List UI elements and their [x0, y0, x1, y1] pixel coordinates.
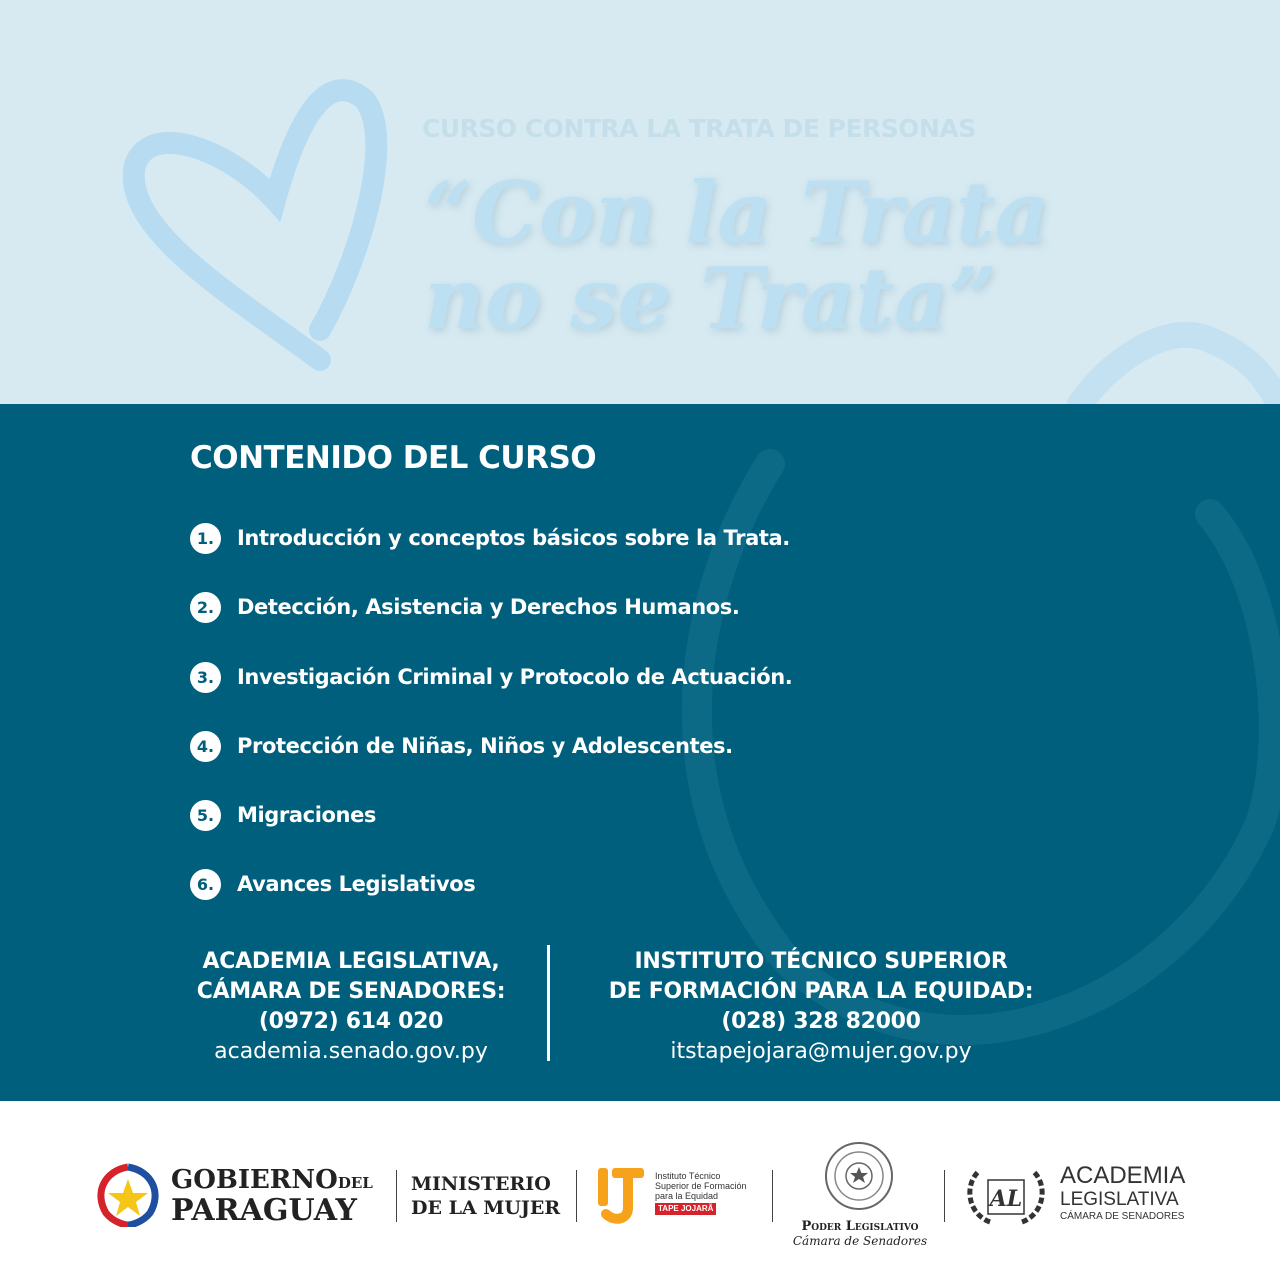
logo-text: Instituto Técnico [655, 1171, 721, 1181]
contact-line-2: CÁMARA DE SENADORES: [196, 979, 506, 1004]
logo-text: PARAGUAY [171, 1193, 357, 1228]
item-text: Avances Legislativos [237, 872, 476, 896]
academia-laurel-icon [960, 1166, 1052, 1228]
slogan [424, 163, 1050, 348]
contact-phone: (0972) 614 020 [258, 1009, 444, 1034]
ministerio-mujer-logo [411, 1172, 560, 1220]
item-text: Introducción y conceptos básicos sobre la Trata. [237, 526, 790, 550]
logo-text: Poder Legislativo [801, 1219, 919, 1234]
contact-line-1: INSTITUTO TÉCNICO SUPERIOR [634, 949, 1008, 974]
instituto-tj-icon [598, 1168, 644, 1224]
item-text: Protección de Niñas, Niños y Adolescentes. [237, 734, 733, 758]
logo-text: MINISTERIO [411, 1173, 551, 1195]
item-number: 6. [190, 869, 221, 900]
logo-text: Superior de Formación [655, 1181, 747, 1191]
instituto-logo-text [655, 1171, 747, 1215]
logo-tag: TAPE JOJARÃ [655, 1203, 716, 1215]
gobierno-emblem-icon [92, 1163, 164, 1227]
contact-line-2: DE FORMACIÓN PARA LA EQUIDAD: [608, 979, 1034, 1004]
contact-line-1: ACADEMIA LEGISLATIVA, [202, 949, 500, 974]
item-text: Investigación Criminal y Protocolo de Actuación. [237, 665, 793, 689]
list-item [190, 798, 376, 832]
contact-academia [170, 947, 532, 1067]
logo-separator [396, 1170, 397, 1222]
contact-divider [547, 945, 550, 1061]
slogan-line-1: “Con la Trata [424, 163, 1050, 262]
logo-text: DE LA MUJER [411, 1197, 561, 1219]
logo-text: CÁMARA DE SENADORES [1060, 1211, 1185, 1222]
contact-instituto [590, 947, 1052, 1067]
contact-email[interactable]: itstapejojara@mujer.gov.py [670, 1039, 972, 1064]
item-number: 4. [190, 731, 221, 762]
item-number: 2. [190, 592, 221, 623]
contact-phone: (028) 328 82000 [721, 1009, 921, 1034]
logo-text: Cámara de Senadores [792, 1234, 928, 1248]
logo-separator [576, 1170, 577, 1222]
list-item [190, 729, 733, 763]
list-item [190, 590, 739, 624]
logo-separator [772, 1170, 773, 1222]
poder-legislativo-logo [786, 1219, 934, 1248]
course-label: CURSO CONTRA LA TRATA DE PERSONAS [422, 114, 976, 143]
academia-monogram: AL [989, 1186, 1023, 1212]
list-item [190, 867, 475, 901]
logo-text-small: DEL [337, 1174, 373, 1192]
item-number: 5. [190, 800, 221, 831]
logo-text: LEGISLATIVA [1060, 1189, 1179, 1210]
gobierno-paraguay-logo [171, 1165, 373, 1228]
item-number: 3. [190, 662, 221, 693]
list-item [190, 660, 792, 694]
logo-text: GOBIERNO [171, 1165, 338, 1195]
academia-legislativa-logo [1060, 1163, 1185, 1223]
item-text: Detección, Asistencia y Derechos Humanos. [237, 595, 740, 619]
logo-separator [944, 1170, 945, 1222]
header-section [0, 0, 1280, 404]
list-item [190, 521, 790, 555]
national-seal-icon [824, 1141, 894, 1211]
item-text: Migraciones [237, 803, 377, 827]
logo-text: ACADEMIA [1060, 1162, 1186, 1189]
slogan-line-2: no se Trata” [424, 249, 997, 348]
contact-web[interactable]: academia.senado.gov.py [214, 1039, 488, 1064]
contents-title: CONTENIDO DEL CURSO [190, 440, 597, 476]
item-number: 1. [190, 523, 221, 554]
logo-text: para la Equidad [655, 1191, 719, 1201]
